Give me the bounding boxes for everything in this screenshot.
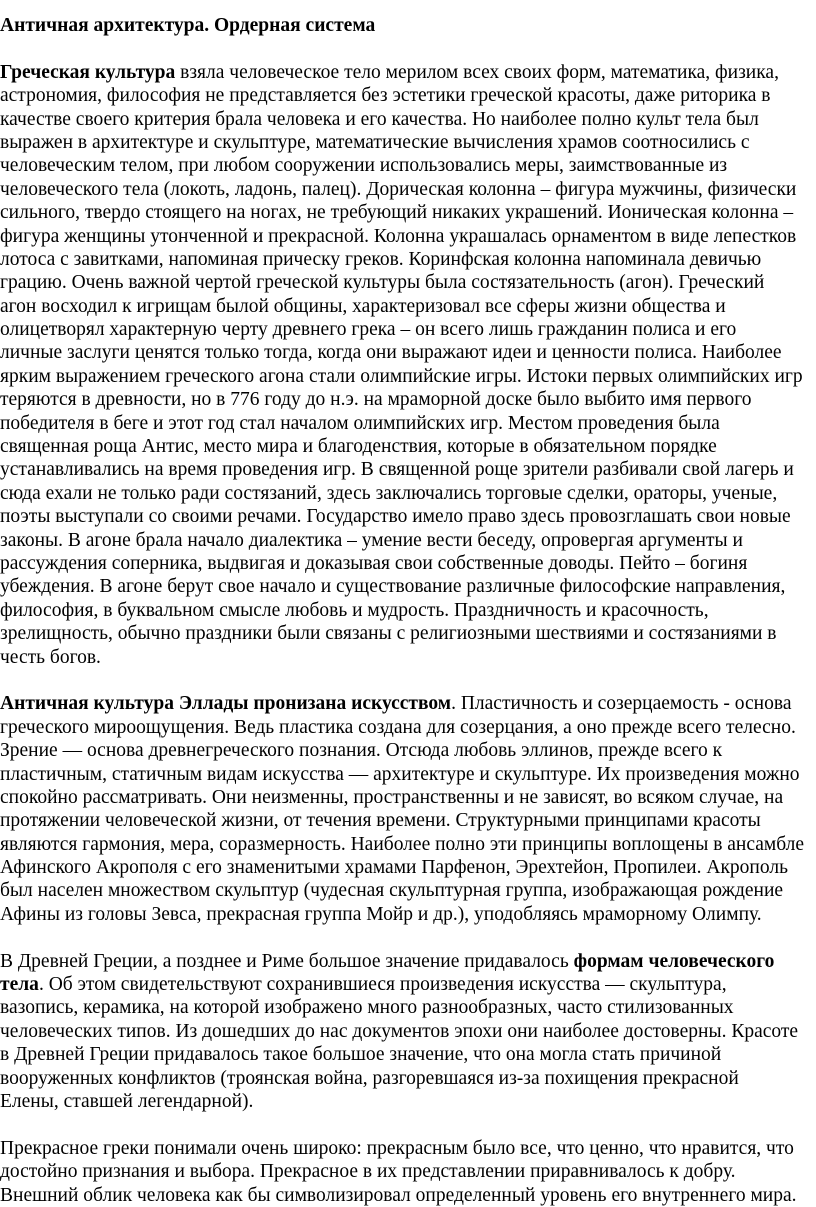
paragraph-line: греческого мироощущения. Ведь пластика создана для созерцания, а оно прежде всего телесно. [0,716,796,738]
line-text: . Пластичность и созерцаемость - основа [451,693,792,715]
paragraph-line: убеждения. В агоне берут свое начало и существование различные философские направления, [0,576,786,598]
paragraph-line: выражен в архитектуре и скульптуре, математические вычисления храмов соотносились с [0,131,750,153]
document-page [0,14,816,1207]
paragraph-line: Зрение — основа древнегреческого познания. Отсюда любовь эллинов, прежде всего к [0,740,723,762]
bold-human-body-forms: формам человеческого [573,950,775,972]
paragraph-line: протяжении человеческой жизни, от течения времени. Структурными принципами красоты [0,810,761,832]
paragraph-line: олицетворял характерную черту древнего грека – он всего лишь гражданин полиса и его [0,319,737,341]
bold-lead-greek-culture: Греческая культура [0,61,176,83]
line-text: В Древней Греции, а позднее и Риме большое значение придавалось [0,950,574,972]
paragraph-line: являются гармония, мера, соразмерность. Наиболее полно эти принципы воплощены в ансамбле [0,833,805,855]
paragraph-line: Прекрасное греки понимали очень широко: прекрасным было все, что ценно, что нравится, что [0,1137,794,1159]
document-title: Античная архитектура. Ордерная система [0,15,376,36]
paragraph-line: философия, в буквальном смысле любовь и мудрость. Праздничность и красочность, [0,599,709,621]
paragraph-line: человеческих типов. Из дошедших до нас документов эпохи они наиболее достоверны. Красоте [0,1020,799,1042]
paragraph-line: астрономия, философия не представляется без эстетики греческой красоты, даже риторика в [0,85,771,107]
paragraph-line: агон восходил к игрищам былой общины, характеризовал все сферы жизни общества и [0,295,726,317]
paragraph-line: законы. В агоне брала начало диалектика – умение вести беседу, опровергая аргументы и [0,529,743,551]
paragraph-line: был населен множеством скульптур (чудесная скульптурная группа, изображающая рождение [0,880,784,902]
paragraph-line: спокойно рассматривать. Они неизменны, пространственны и не зависят, во всяком случае, на [0,786,784,808]
paragraph-line: поэты выступали со своими речами. Государство имело право здесь провозглашать свои новые [0,506,791,528]
paragraph-line: священная роща Антис, место мира и благоденствия, которые в обязательном порядке [0,436,717,458]
paragraph-antique-culture [0,692,816,926]
paragraph-human-body-forms [0,950,816,1114]
paragraph-line: ярким выражением греческого агона стали олимпийские игры. Истоки первых олимпийских игр [0,365,803,387]
paragraph-line: Афинского Акрополя с его знаменитыми храмами Парфенон, Эрехтейон, Пропилеи. Акрополь [0,857,788,879]
line-text: . Об этом свидетельствуют сохранившиеся произведения искусства — скульптура, [38,974,727,996]
paragraph-line: Елены, ставшей легендарной). [0,1090,254,1112]
paragraph-line: вазопись, керамика, на которой изображено много разнообразных, часто стилизованных [0,997,734,1019]
paragraph-line: пластичным, статичным видам искусства — архитектуре и скульптуре. Их произведения можно [0,763,800,785]
blank-line [0,669,816,692]
blank-line [0,1113,816,1136]
paragraph-line: человеческого тела (локоть, ладонь, палец). Дорическая колонна – фигура мужчины, физически [0,178,797,200]
paragraph-line: качестве своего критерия брала человека и его качества. Но наиболее полно культ тела был [0,108,759,130]
paragraph-line: грацию. Очень важной чертой греческой культуры была состязательность (агон). Греческий [0,272,765,294]
bold-body: тела [0,974,39,996]
paragraph-line: личные заслуги ценятся только тогда, когда они выражают идеи и ценности полиса. Наиболее [0,342,782,364]
paragraph-line [0,973,816,996]
paragraph-line: победителя в беге и этот год стал началом олимпийских игр. Местом проведения была [0,412,720,434]
paragraph-line: достойно признания и выбора. Прекрасное в их представлении приравнивалось к добру. [0,1161,736,1183]
paragraph-line: зрелищность, обычно праздники были связаны с религиозными шествиями и состязаниями в [0,623,777,645]
blank-line [0,37,816,60]
paragraph-line: человеческим телом, при любом сооружении использовались меры, заимствованные из [0,155,728,177]
paragraph-beauty-concept [0,1137,816,1207]
paragraph-line: честь богов. [0,646,101,668]
paragraph-line [0,692,816,715]
paragraph-line [0,950,816,973]
paragraph-line: Внешний облик человека как бы символизировал определенный уровень его внутреннего мира. [0,1184,797,1206]
paragraph-line: сюда ехали не только ради состязаний, здесь заключались торговые сделки, ораторы, ученые, [0,482,778,504]
paragraph-line: рассуждения соперника, выдвигая и доказывая свои собственные доводы. Пейто – богиня [0,553,748,574]
paragraph-line: сильного, твердо стоящего на ногах, не требующий никаких украшений. Ионическая колонна – [0,202,794,224]
paragraph-line: фигура женщины утонченной и прекрасной. Колонна украшалась орнаментом в виде лепестков [0,225,797,247]
paragraph-line [0,61,816,84]
blank-line [0,926,816,949]
paragraph-greek-culture [0,61,816,669]
paragraph-line: Афины из головы Зевса, прекрасная группа Мойр и др.), уподобляясь мраморному Олимпу. [0,903,762,925]
bold-lead-antique-culture: Античная культура Эллады пронизана искусством [0,693,452,715]
paragraph-line: лотоса с завитками, напоминая прическу греков. Коринфская колонна напоминала девичью [0,248,762,270]
paragraph-line: в Древней Греции придавалось такое большое значение, что она могла стать причиной [0,1044,722,1066]
line-text: взяла человеческое тело мерилом всех своих форм, математика, физика, [175,61,779,83]
paragraph-line: устанавливались на время проведения игр. В священной роще зрители разбивали свой лагерь и [0,459,794,481]
paragraph-line: теряются в древности, но в 776 году до н.э. на мраморной доске было выбито имя первого [0,389,752,411]
paragraph-line: вооруженных конфликтов (троянская война, разгоревшаяся из-за похищения прекрасной [0,1067,739,1089]
